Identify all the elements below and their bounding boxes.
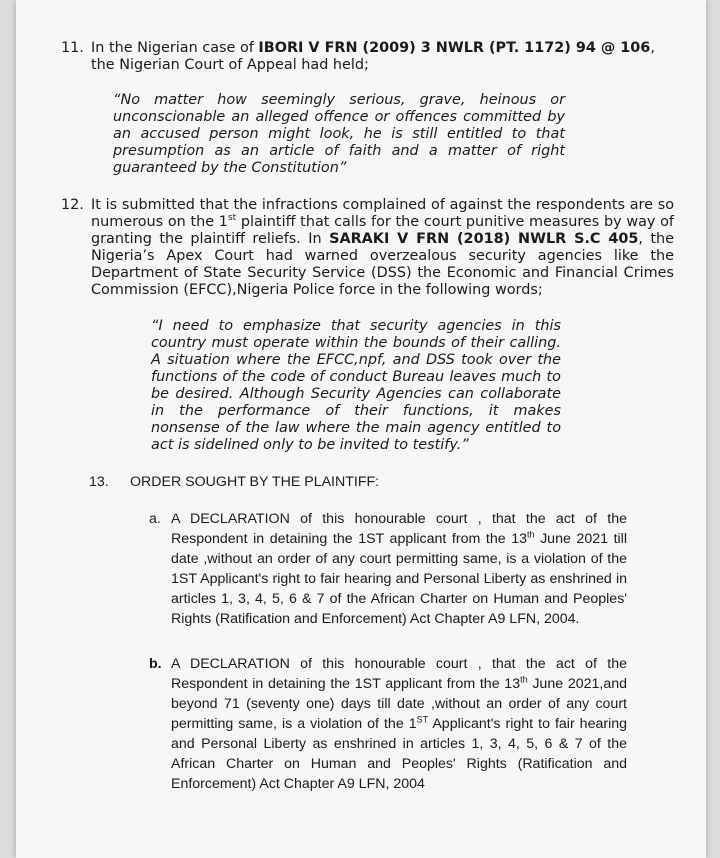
- item-part: June 2021 till date ,without an order of any court permitting same, is a violation of the 1ST Applicant's right to fair hearing and Personal Liberty as enshrined in articles 1, 3, 4, 5, 6 & 7 of the African Charter on Human and Peoples' Rights (Ratification and Enforcement) Act Chapter A9 LFN, 2004.: [171, 531, 627, 627]
- paragraph-part: , the Nigeria’s Apex Court had warned overzealous security agencies like the Department of State Security Service (DSS) the Economic and Financial Crimes Commission (EFCC),Nigeria Police force in the following words;: [91, 231, 675, 298]
- superscript: ST: [416, 714, 429, 725]
- paragraph-text: [91, 197, 674, 299]
- item-part: A DECLARATION of this honourable court , that the act of the Respondent in detaining the 1ST applicant from the 13: [171, 511, 627, 547]
- item-part: A DECLARATION of this honourable court , that the act of the Respondent in detaining the 1ST applicant from the 13: [171, 656, 627, 692]
- paragraph-number: 12.: [61, 197, 84, 213]
- case-citation: IBORI V FRN (2009) 3 NWLR (PT. 1172) 94 @ 106: [258, 40, 651, 56]
- paragraph-number: 11.: [61, 40, 84, 56]
- document-page: [16, 0, 706, 858]
- item-text: [171, 509, 627, 629]
- paragraph-part: plaintiff that calls for the court punitive measures by way of granting the plaintiff reliefs. In: [91, 214, 674, 247]
- paragraph-rest: , the Nigerian Court of Appeal had held;: [91, 40, 655, 73]
- case-citation: SARAKI V FRN (2018) NWLR S.C 405: [329, 231, 639, 247]
- superscript: th: [520, 674, 528, 685]
- superscript: th: [526, 529, 535, 540]
- item-text: [171, 654, 627, 794]
- quotation-block: “I need to emphasize that security agencies in this country must operate within the bounds of their calling. A situation where the EFCC,npf, and DSS took over the functions of the code of conduct Bureau leaves much to be desired. Although Security Agencies can collaborate in the performance of their functions, it makes nonsense of the law where the main agency entitled to act is sidelined only to be invited to testify.”: [151, 318, 561, 453]
- item-part: June 2021,and beyond 71 (seventy one) days till date ,without an order of any court permitting same, is a violation of the 1: [171, 676, 627, 732]
- paragraph-text: [91, 40, 681, 74]
- paragraph-number: 13.: [89, 474, 109, 490]
- superscript: st: [227, 213, 237, 224]
- quotation-block: “No matter how seemingly serious, grave, heinous or unconscionable an alleged offence or offences committed by an accused person might look, he is still entitled to that presumption as an article of faith and a matter of right guaranteed by the Constitution”: [113, 92, 565, 176]
- paragraph-intro: In the Nigerian case of: [91, 40, 259, 56]
- item-part: Applicant's right to fair hearing and Personal Liberty as enshrined in articles 1, 3, 4, 5, 6 & 7 of the African Charter on Human and Peoples' Rights (Ratification and Enforcement) Act Chapter A9 LFN, 2004: [171, 716, 628, 792]
- paragraph-part: It is submitted that the infractions complained of against the respondents are so numerous on the 1: [91, 197, 674, 230]
- item-label: a.: [149, 511, 161, 527]
- item-label: b.: [149, 656, 162, 672]
- section-heading: ORDER SOUGHT BY THE PLAINTIFF:: [130, 474, 380, 490]
